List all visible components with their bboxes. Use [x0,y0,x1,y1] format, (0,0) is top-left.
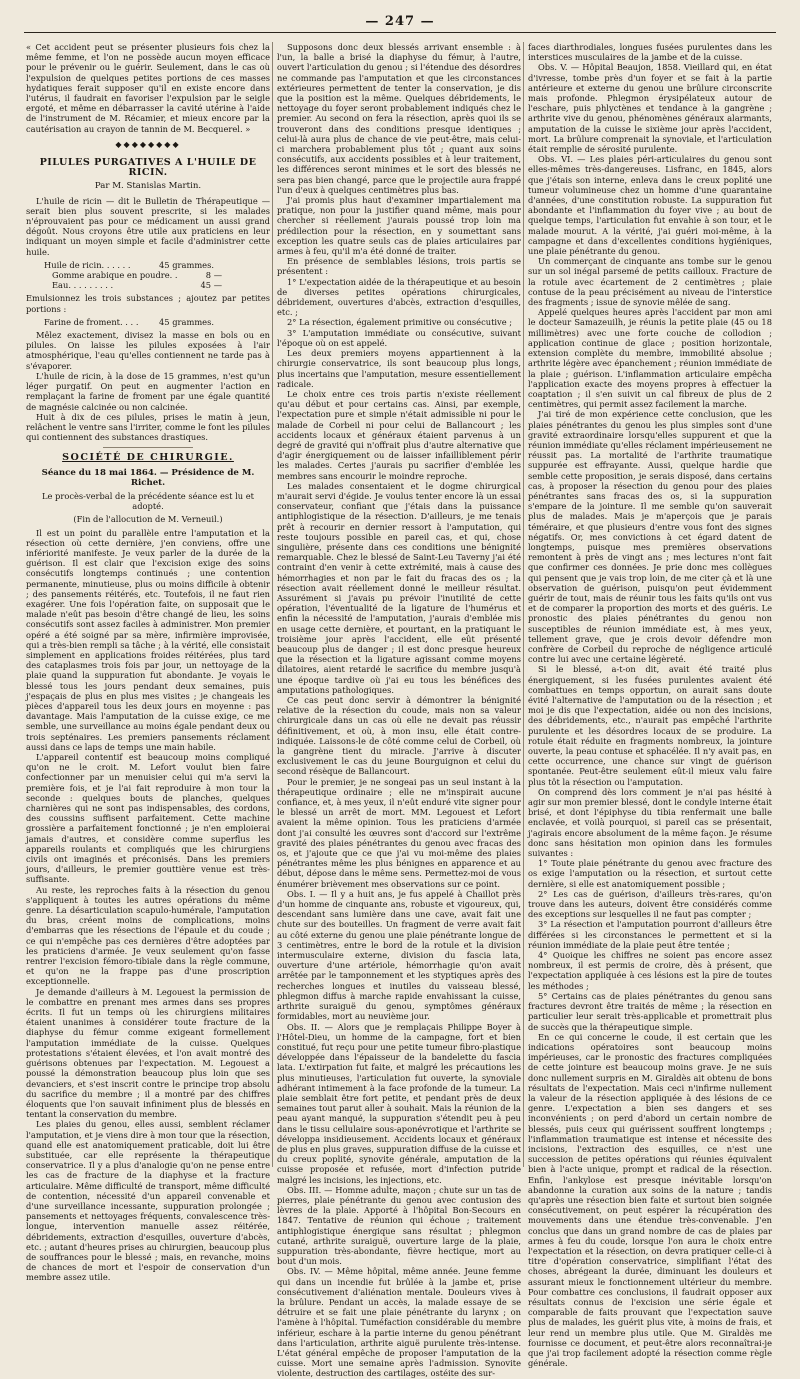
observation: Obs. I. — Il y a huit ans, je fus appelé à Chaillot près d'un homme de cinquante ans, robuste et vigoureux, qui, descendant sans lumière dans une cave, avait fait une chute sur des bouteilles. Un fragment de verre avait fait au côté externe du genou une plaie pénétrante longue de 3 centimètres, entre le bord de la rotule et la division intermusculaire externe, division du fascia lata, ouverture d'une artériole, hémorrhagie qu'on avait arrêtée par le tamponnement et les styptiques après des recherches longues et inutiles du vaisseau blessé, phlegmon diffus à marche rapide envahissant la cuisse, arthrite suraiguë du genou, symptômes généraux formidables, mort au neuvième jour. [277,888,521,1022]
column-2 [277,42,522,1379]
list-item: 3° L'amputation immédiate ou consécutive, suivant l'époque où on est appelé. [277,327,521,348]
recipe-item [52,270,222,280]
paragraph: faces diarthrodiales, longues fusées purulentes dans les interstices musculaires de la jambe et de la cuisse. [528,42,772,63]
paragraph: L'huile de ricin, à la dose de 15 grammes, n'est qu'un léger purgatif. On peut en augmenter l'action en remplaçant la farine de froment par une égale quantité de magnésie calcinée ou non calcinée. [26,370,270,412]
quote-block [26,42,270,134]
observation: Obs. IV. — Même hôpital, même année. Jeune femme qui dans un incendie fut brûlée à la jambe et, prise consécutivement d'aliénation mentale. Douleurs vives à la brûlure. Pendant un accès, la malade essaye de se détruire et se fait une plaie pénétrante du larynx ; on l'amène à l'hôpital. Tuméfaction considérable du membre inférieur, eschare à la partie interne du genou pénétrant dans l'articulation, arthrite aiguë purulente très-intense. L'état général empêche de proposer l'amputation de la cuisse. Mort une semaine après l'admission. Synovite violente, destruction des cartilages, ostéite des sur- [277,1266,521,1379]
observation: Obs. V. — Hôpital Beaujon, 1858. Vieillard qui, en état d'ivresse, tombe près d'un foyer et se fait à la partie antérieure et externe du genou une brûlure circonscrite mais profonde. Phlegmon érysipélateux autour de l'eschare, puis phlyctènes et tendance à la gangrène ; arthrite vive du genou, phénomènes généraux alarmants, amputation de la cuisse le sixième jour après l'accident, mort. La brûlure comprenait la synoviale, et l'articulation était remplie de sérosité purulente. [528,62,772,155]
recipe-item-qty: 45 grammes. [159,316,214,327]
observation: Obs. II. — Alors que je remplaçais Philippe Boyer à l'Hôtel-Dieu, un homme de la campagne, fort et bien constitué, fut reçu pour une petite tumeur fibro-plastique développée dans l'épaisseur de la bandelette du fascia lata. L'extirpation fut faite, et malgré les précautions les plus minutieuses, l'articulation fut ouverte, la synoviale adhérant intimement à la face profonde de la tumeur. La plaie semblait être fort petite, et pendant près de deux semaines tout parut aller à souhait. Mais la réunion de la peau ayant manqué, la suppuration s'étendit peu à peu dans le tissu cellulaire sous-aponévrotique et l'arthrite se développa insidieusement. Accidents locaux et généraux de plus en plus graves, suppuration diffuse de la cuisse et du creux poplité, synovite générale, amputation de la cuisse proposée et refusée, mort d'infection putride malgré les incisions, les injections, etc. [277,1021,522,1185]
recipe-item-name: Gomme arabique en poudre. . [52,270,178,281]
paragraph: Huit à dix de ces pilules, prises le matin à jeun, relâchent le ventre sans l'irriter, comme le font les pilules qui contiennent des substances drastiques. [26,411,270,443]
session-line: Séance du 18 mai 1864. — Présidence de M. Richet. [41,467,255,488]
recipe-item-name: Eau. . . . . . . . . [52,280,114,291]
recipe-item [52,280,222,290]
recipe-item-qty: 45 — [200,280,222,291]
recipe-item [44,260,214,270]
section-title: SOCIÉTÉ DE CHIRURGIE. [62,452,234,464]
recipe-note: Emulsionnez les trois substances ; ajoutez par petites portions : [26,293,270,314]
article-title: PILULES PURGATIVES A L'HUILE DE RICIN. [39,157,257,179]
section-rule [103,447,193,448]
paragraph: Au reste, les reproches faits à la résection du genou s'appliquent à toutes les autres opérations du même genre. La désarticulation scapulo-humérale, l'amputation du bras, créent moins de complications, moins d'embarras que les résections de l'épaule et du coude ; ce qui n'empêche pas ces dernières d'être adoptées par les praticiens d'armée. Je veux seulement qu'on fasse rentrer l'excision fémoro-tibiale dans la règle commune, et qu'on ne la frappe pas d'une proscription exceptionnelle. [26,884,270,987]
method-paragraph: Mêlez exactement, divisez la masse en bols ou en pilules. On laisse les pilules exposées à l'air atmosphérique, l'eau qu'elles contiennent ne tarde pas à s'évaporer. [26,330,270,371]
article-intro: L'huile de ricin — dit le Bulletin de Thérapeutique — serait bien plus souvent prescrite, si les malades n'éprouvaient pas pour ce médicament un aussi grand dégoût. Nous croyons être utile aux praticiens en leur indiquant un moyen simple et facile d'administrer cette huile. [26,195,270,257]
header-rule [24,32,776,33]
paragraph: En présence de semblables lésions, trois partis se présentent : [277,256,521,277]
recipe-item-name: Farine de froment. . . . [44,316,139,327]
list-item: 4° Quoique les chiffres ne soient pas encore assez nombreux, il est permis de croire, dès à présent, que l'expectation appliquée à ces lésions est la pire de toutes les méthodes ; [528,950,772,991]
recipe-item-qty: 8 — [205,270,222,281]
list-item: 3° La résection et l'amputation pourront d'ailleurs être différées si les circonstances le permettent et si la réunion immédiate de la plaie peut être tentée ; [528,919,772,950]
observation: Obs. III. — Homme adulte, maçon ; chute sur un tas de pierres, plaie pénétrante du genou avec contusion des lèvres de la plaie. Apporté à l'hôpital Bon-Secours en 1847. Tentative de réunion qui échoue ; traitement antiphlogistique énergique sans résultat ; phlegmon cutané, arthrite suraiguë, ouverture large de la plaie, suppuration très-abondante, fièvre hectique, mort au bout d'un mois. [277,1184,521,1267]
subheading: (Fin de l'allocution de M. Verneuil.) [73,514,223,525]
paragraph: J'ai tiré de mon expérience cette conclusion, que les plaies pénétrantes du genou les plus simples sont d'une gravité extraordinaire lorsqu'elles suppurent et que la réunion immédiate qu'elles réclament impérieusement ne réussit pas. La mortalité de l'arthrite traumatique suppurée est effrayante. Aussi, quelque hardie que semble cette proposition, je serais disposé, dans certains cas, à proposer la résection du genou pour des plaies pénétrantes sans fracas des os, si la suppuration s'empare de la jointure. Il me semble qu'on sauverait plus de malades. Mais je m'aperçois que je parais téméraire, et que plusieurs d'entre vous font des signes négatifs. Or, mes convictions à cet égard datent de longtemps, puisque mes premières observations remontent à près de vingt ans ; mes lectures n'ont fait que confirmer ces données. Je prie donc mes collègues qui pensent que je vais trop loin, de me citer çà et là une observation de guérison, puisqu'on peut évidemment guérir de tout, mais de réunir tous les faits qu'ils ont vus et de comparer la proportion des morts et des guéris. Le pronostic des plaies pénétrantes du genou non susceptibles de réunion immédiate est, à mes yeux, tellement grave, que je crois devoir défendre mon confrère de Corbeil du reproche de négligence articulé contre lui avec une certaine légèreté. [528,409,772,665]
paragraph: Les deux premiers moyens appartiennent à la chirurgie conservatrice, ils sont beaucoup plus longs, plus incertains que l'amputation, mesure essentiellement radicale. [277,348,521,389]
observation: Obs. VI. — Les plaies péri-articulaires du genou sont elles-mêmes très-dangereuses. Lisfranc, en 1845, alors que j'étais son interne, enleva dans le creux poplité une tumeur volumineuse chez un homme d'une quarantaine d'années, d'une constitution robuste. La suppuration fut abondante et l'inflammation du foyer vive ; au bout de quelque temps, l'articulation fut envahie à son tour, et le malade mourut. A la vérité, j'ai guéri moi-même, à la campagne et dans d'excellentes conditions hygiéniques, une plaie pénétrante du genou. [528,154,772,257]
paragraph: En ce qui concerne le coude, il est certain que les indications opératoires sont beaucoup moins impérieuses, car le pronostic des fractures compliquées de cette jointure est beaucoup moins grave. Je ne suis donc nullement surpris en M. Giraldès ait obtenu de bons résultats de l'expectation. Mais ceci n'infirme nullement la valeur de la résection appliquée à des lésions de ce genre. L'expectation a bien ses dangers et ses inconvénients ; on perd d'abord un certain nombre de blessés, puis ceux qui guérissent souffrent longtemps ; l'inflammation traumatique est intense et nécessite des incisions, l'extraction des esquilles, ce n'est une succession de petites opérations qui réunies équivalent bien à l'acte unique, prompt et radical de la résection. Enfin, l'ankylose est presque inévitable lorsqu'on abandonne la curation aux soins de la nature ; tandis qu'après une résection bien faite et surtout bien soignée consécutivement, on peut espérer la récupération des mouvements dans une étendue très-convenable. J'en conclus que dans un grand nombre de cas de plaies par armes à feu du coude, lorsque l'on aura le choix entre l'expectation et la résection, on devra pratiquer celle-ci à titre d'opération conservatrice, simplifiant l'état des choses, abrégeant la durée, diminuant les douleurs et assurant mieux le fonctionnement ultérieur du membre. Pour combattre ces conclusions, il faudrait opposer aux résultats connus de l'excision une série égale et comparable de faits prouvant que l'expectation sauve plus de malades, les guérit plus vite, à moins de frais, et leur rend un membre plus utile. Que M. Giraldès me fournisse ce document, et peut-être alors reconnaîtrai-je que j'ai trop facilement adopté la résection comme règle générale. [528,1031,772,1369]
list-item: 2° La résection, également primitive ou consécutive ; [287,317,513,328]
recipe-list [44,260,270,291]
paragraph: Si le blessé, a-t-on dit, avait été traité plus énergiquement, si les fusées purulentes avaient été combattues en temps opportun, on aurait sans doute évité l'alternative de l'amputation ou de la résection ; et moi je dis que l'expectation, aidée ou non des incisions, des débridements, etc., n'aurait pas empêché l'arthrite purulente et les désordres locaux de se produire. La rotule était réduite en fragments nombreux, la jointure ouverte, la peau contuse et sphacélée. Il n'y avait pas, en cette occurrence, une chance sur vingt de guérison spontanée. Peut-être seulement eût-il mieux valu faire plus tôt la résection ou l'amputation. [528,664,772,787]
paragraph: J'ai promis plus haut d'examiner impartialement ma pratique, non pour la justifier quand même, mais pour chercher si réellement j'aurais poussé trop loin ma prédilection pour la résection, en y soumettant sans exception les quatre seuls cas de plaies articulaires par armes à feu, qu'il m'a été donné de traiter. [277,195,521,257]
paragraph: On comprend dès lors comment je n'ai pas hésité à agir sur mon premier blessé, dont le condyle interne était brisé, et dont l'épiphyse du tibia renfermait une balle enclavée, et voilà pourquoi, si pareil cas se présentait, j'agirais encore absolument de la même façon. Je résume donc sans hésitation mon opinion dans les formules suivantes : [528,786,772,859]
recipe-list-2 [44,317,270,327]
paragraph: Ce cas peut donc servir à démontrer la bénignité relative de la résection du coude, mais non sa valeur chirurgicale dans un cas où elle ne devait pas réussir définitivement, et où, à mon insu, elle était contre-indiquée. Laissons-le de côté comme celui de Corbeil, où la gangrène tient du miracle. J'arrive à discuter exclusivement le cas du jeune Bourguignon et celui du second résèque de Ballancourt. [277,695,521,777]
list-item: 2° Les cas de guérison, d'ailleurs très-rares, qu'on trouve dans les auteurs, doivent être considérés comme des exceptions sur lesquelles il ne faut pas compter ; [528,888,772,920]
paragraph: Les plaies du genou, elles aussi, semblent réclamer l'amputation, et je viens dire à mon tour que la résection, quand elle est anatomiquement praticable, doit lui être substituée, car elle représente la thérapeutique conservatrice. Il y a plus d'analogie qu'on ne pense entre les cas de fracture de la diaphyse et la fracture articulaire. Même difficulté de transport, même difficulté de contention, nécessité d'un appareil convenable et d'une surveillance incessante, suppuration prolongée ; pansements et nettoyages fréquents, convalescence très-longue, intervention manuelle assez réitérée, débridements, extraction d'esquilles, ouverture d'abcès, etc. ; autant d'heures prises au chirurgien, beaucoup plus de souffrances pour le blessé ; mais, en revanche, moins de chances de mort et l'espoir de conservation d'un membre assez utile. [26,1119,270,1283]
recipe-item [44,317,214,327]
column-3 [528,42,772,1369]
recipe-item-qty: 45 grammes. [159,259,214,270]
column-divider [272,42,273,1167]
list-item: 5° Certains cas de plaies pénétrantes du genou sans fractures devront être traités de même ; la résection en particulier leur serait très-applicable et promettrait plus de succès que la thérapeutique simple. [528,990,772,1032]
page-number: — 247 — [365,14,435,29]
list-item: 1° L'expectation aidée de la thérapeutique et au besoin de diverses petites opérations chirurgicales, débridement, ouvertures d'abcès, extraction d'esquilles, etc. ; [277,276,521,318]
ornament-divider: ◆◆◆◆◆◆◆◆ [115,139,181,149]
column-divider [523,42,524,1167]
recipe-item-name: Huile de ricin. . . . . . [44,259,131,270]
minutes-line: Le procès-verbal de la précédente séance est lu et adopté. [41,490,255,512]
paragraph: Les malades consentaient et le dogme chirurgical m'aurait servi d'égide. Je voulus tenter encore là un essai conservateur, confiant que j'étais dans la puissance antiphlogistique de la résection. D'ailleurs, je me tenais prêt à recourir en dernier ressort à l'amputation, qui reste toujours possible en pareil cas, et qui, chose singulière, présente dans ces conditions une bénignité remarquable. Chez le blessé de Saint-Leu Taverny j'ai été contraint d'en venir à cette extrémité, mais à cause des hémorrhagies et non par le fait du fracas des os ; la résection avait réellement donné le meilleur résultat. Assurément si j'avais pu prévoir l'inutilité de cette opération, l'éventualité de la ligature de l'humérus et enfin la nécessité de l'amputation, j'aurais d'emblée mis en usage cette dernière, et pourtant, en la pratiquant le troisième jour après l'accident, elle eût présenté beaucoup plus de danger ; il est donc presque heureux que la résection et la ligature agissant comme moyens dilatoires, aient retardé le sacrifice du membre jusqu'à une époque tardive où j'ai eu tous les bénéfices des amputations pathologiques. [277,480,521,695]
column-1 [26,42,270,1283]
quote-text: « Cet accident peut se présenter plusieurs fois chez la même femme, et l'on ne possède aucun moyen efficace pour le prévenir ou le guérir. Seulement, dans le cas où l'expulsion de quelques petites portions de ces masses hydatiques ferait supposer qu'il en existe encore dans l'utérus, il faudrait en favoriser l'expulsion par le seigle ergoté, et même en débarrasser la cavité utérine à l'aide de l'instrument de M. Récamier, et mieux encore par la cautérisation au crayon de tannin de M. Becquerel. » [26,42,270,134]
paragraph: L'appareil contentif est beaucoup moins compliqué qu'on ne le croit. M. Lefort voulut bien faire confectionner par un menuisier celui qui m'a servi la première fois, et je l'ai fait reproduire à mon tour la seconde : quelques bouts de planches, quelques charnières qui ne sont pas indispensables, des cordons, des coussins suffisent parfaitement. Cette machine grossière a parfaitement fonctionné ; je n'en emploierai jamais d'autres, et considère comme superflus les appareils roulants et compliqués que les chirurgiens civils ont imaginés et préconisés. Dans les premiers jours, d'ailleurs, le premier gouttière venue est très-suffisante. [26,752,270,885]
paragraph: Supposons donc deux blessés arrivant ensemble : à l'un, la balle a brisé la diaphyse du fémur, à l'autre, ouvert l'articulation du genou ; si l'étendue des désordres ne commande pas l'amputation et que les circonstances extérieures permettent de tenter la conservation, je dis que la position est la même. Quelques débridements, le nettoyage du foyer seront probablement indiqués chez le premier. Au second on fera la résection, après quoi ils se trouveront dans des conditions presque identiques ; celui-là aura plus de chance de vie peut-être, mais celui-ci marchera probablement plus tôt ; quant aux soins consécutifs, aux accidents possibles et à leur traitement, les différences seront minimes et le sort des blessés ne sera pas bien changé, parce que le projectile aura frappé l'un d'eux à quelques centimètres plus bas. [277,42,521,195]
paragraph: Un commerçant de cinquante ans tombe sur le genou sur un sol inégal parsemé de petits cailloux. Fracture de la rotule avec écartement de 2 centimètres ; plaie contuse de la peau précisément au niveau de l'interstice des fragments ; issue de synovie mêlée de sang. [528,256,772,308]
paragraph: Il est un point du parallèle entre l'amputation et la résection où cette dernière, j'en conviens, offre une infériorité manifeste. Je veux parler de la durée de la guérison. Il est clair que l'excision exige des soins consécutifs longtemps continués ; une contention permanente, minutieuse, plus ou moins difficile à obtenir ; des pansements réitérés, etc. Toutefois, il ne faut rien exagérer. Une fois l'opération faite, on supposait que le malade n'eût pas besoin d'être changé de lieu, les soins consécutifs sont assez faciles à administrer. Mon premier opéré a été soigné par sa mère, infirmière improvisée, qui a très-bien rempli sa tâche ; à la vérité, elle consistait simplement en applications froides réitérées, plus tard des cataplasmes trois fois par jour, un nettoyage de la plaie quand la suppuration fut abondante. Je voyais le blessé tous les jours pendant deux semaines, puis j'espaçais de plus en plus mes visites ; je changeais les pièces d'appareil tous les deux jours en moyenne : pas davantage. Mais l'amputation de la cuisse exige, ce me semble, une surveillance au moins égale pendant deux ou trois septénaires. Les premiers pansements réclament aussi dans ce laps de temps une main habile. [26,527,270,752]
paragraph: Je demande d'ailleurs à M. Legouest la permission de le combattre en prenant mes armes dans ses propres écrits. Il fut un temps où les chirurgiens militaires étaient unanimes à considérer toute fracture de la diaphyse du fémur comme exigeant formellement l'amputation immédiate de la cuisse. Quelques protestations s'étaient élevées, et l'on avait montré des guérisons obtenues par l'expectation. M. Legouest a poussé la démonstration beaucoup plus loin que ses devanciers, et s'est inscrit contre le principe trop absolu du sacrifice du membre ; il a montré par des chiffres éloquents que l'on sauvait infiniment plus de blessés en tentant la conservation du membre. [26,986,270,1120]
paragraph: Appelé quelques heures après l'accident par mon ami le docteur Samazeuilh, je réunis la petite plaie (45 ou 18 millimètres) avec une forte couche de collodion ; application continue de glace ; position horizontale, extension complète du membre, immobilité absolue ; arthrite légère avec épanchement ; réunion immédiate de la plaie ; guérison. L'inflammation articulaire empêcha l'application exacte des moyens propres à effectuer la coaptation ; il s'en suivit un cal fibreux de plus de 2 centimètres, qui permit assez facilement la marche. [528,307,772,410]
paragraph: Le choix entre ces trois partis n'existe réellement qu'au début et pour certains cas. Ainsi, par exemple, l'expectation pure et simple n'était admissible ni pour le malade de Corbeil ni pour celui de Ballancourt ; les accidents locaux et généraux étaient parvenus à un degré de gravité qui n'offrait plus d'autre alternative que d'agir énergiquement ou de laisser infailliblement périr les malades. Certes j'aurais pu sacrifier d'emblée les membres sans encourir le moindre reproche. [277,388,521,481]
paragraph: Pour le premier, je ne songeai pas un seul instant à la thérapeutique ordinaire ; elle ne m'inspirait aucune confiance, et, à mes yeux, il n'eût enduré vite signer pour le blessé un arrêt de mort. MM. Legouest et Lefort avaient la même opinion. Tous les praticiens d'armée dont j'ai consulté les œuvres sont d'accord sur l'extrême gravité des plaies pénétrantes du genou avec fracas des os, et j'ajoute que ce que j'ai vu moi-même des plaies pénétrantes même les plus bénignes en apparence et au début, dépose dans le même sens. Permettez-moi de vous énumérer brièvement mes observations sur ce point. [277,776,521,889]
article-byline: Par M. Stanislas Martin. [94,181,202,192]
list-item: 1° Toute plaie pénétrante du genou avec fracture des os exige l'amputation ou la résection, et surtout cette dernière, si elle est anatomiquement possible ; [528,858,772,889]
